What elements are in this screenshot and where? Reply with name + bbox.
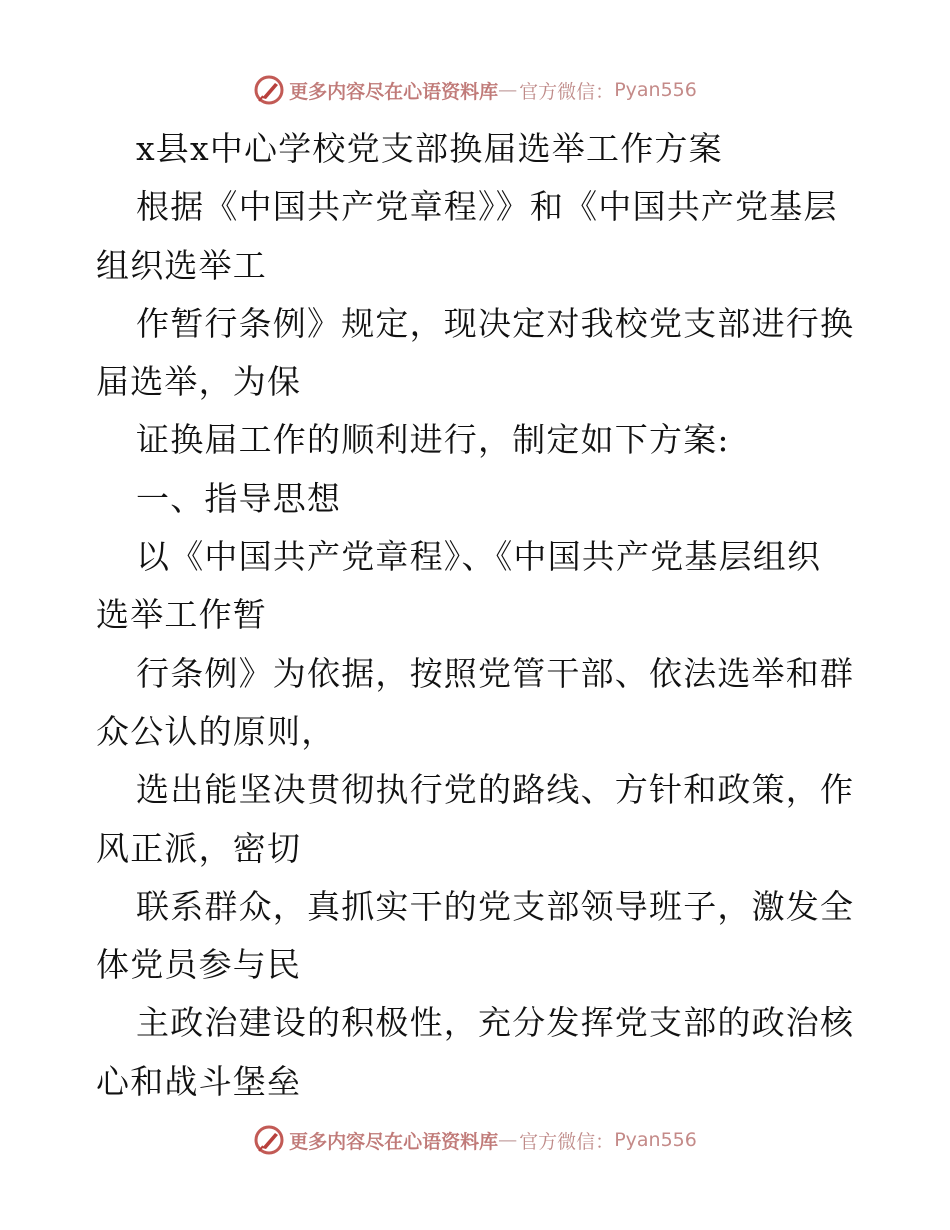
text-line: 根据《中国共产党章程》》和《中国共产党基层 <box>136 187 838 227</box>
watermark-contact-id: Pyan556 <box>614 1129 697 1151</box>
watermark-text: 更多内容尽在心语资料库 <box>289 1130 499 1153</box>
text-line: 届选举，为保 <box>96 362 302 402</box>
header-watermark <box>0 70 950 110</box>
text-line: 作暂行条例》规定，现决定对我校党支部进行换 <box>136 303 855 343</box>
quill-logo-icon <box>253 1124 285 1156</box>
watermark-contact-id: Pyan556 <box>614 79 697 101</box>
text-line: 选举工作暂 <box>96 595 267 635</box>
text-line: 主政治建设的积极性，充分发挥党支部的政治核 <box>136 1003 855 1043</box>
quill-logo-icon <box>253 74 285 106</box>
section-heading: 一、指导思想 <box>136 478 342 518</box>
watermark-contact-label: 官方微信： <box>519 1130 615 1153</box>
text-line: 风正派，密切 <box>96 828 302 868</box>
text-line: 体党员参与民 <box>96 945 302 985</box>
text-line: 心和战斗堡垒 <box>96 1061 302 1101</box>
text-line: 以《中国共产党章程》、《中国共产党基层组织 <box>136 537 822 577</box>
text-line: 众公认的原则， <box>96 711 336 751</box>
watermark-text: 更多内容尽在心语资料库 <box>289 80 499 103</box>
watermark-separator: — <box>498 1129 518 1151</box>
text-line: 行条例》为依据，按照党管干部、依法选举和群 <box>136 653 855 693</box>
document-body <box>96 120 856 1111</box>
text-line: 联系群众，真抓实干的党支部领导班子，激发全 <box>136 886 855 926</box>
document-title: x县x中心学校党支部换届选举工作方案 <box>136 129 723 168</box>
text-line: 选出能坚决贯彻执行党的路线、方针和政策，作 <box>136 770 855 810</box>
watermark-separator: — <box>498 79 518 101</box>
text-line: 组织选举工 <box>96 245 267 285</box>
watermark-contact-label: 官方微信： <box>519 80 615 103</box>
footer-watermark <box>0 1120 950 1160</box>
text-line: 证换届工作的顺利进行，制定如下方案: <box>136 420 730 460</box>
